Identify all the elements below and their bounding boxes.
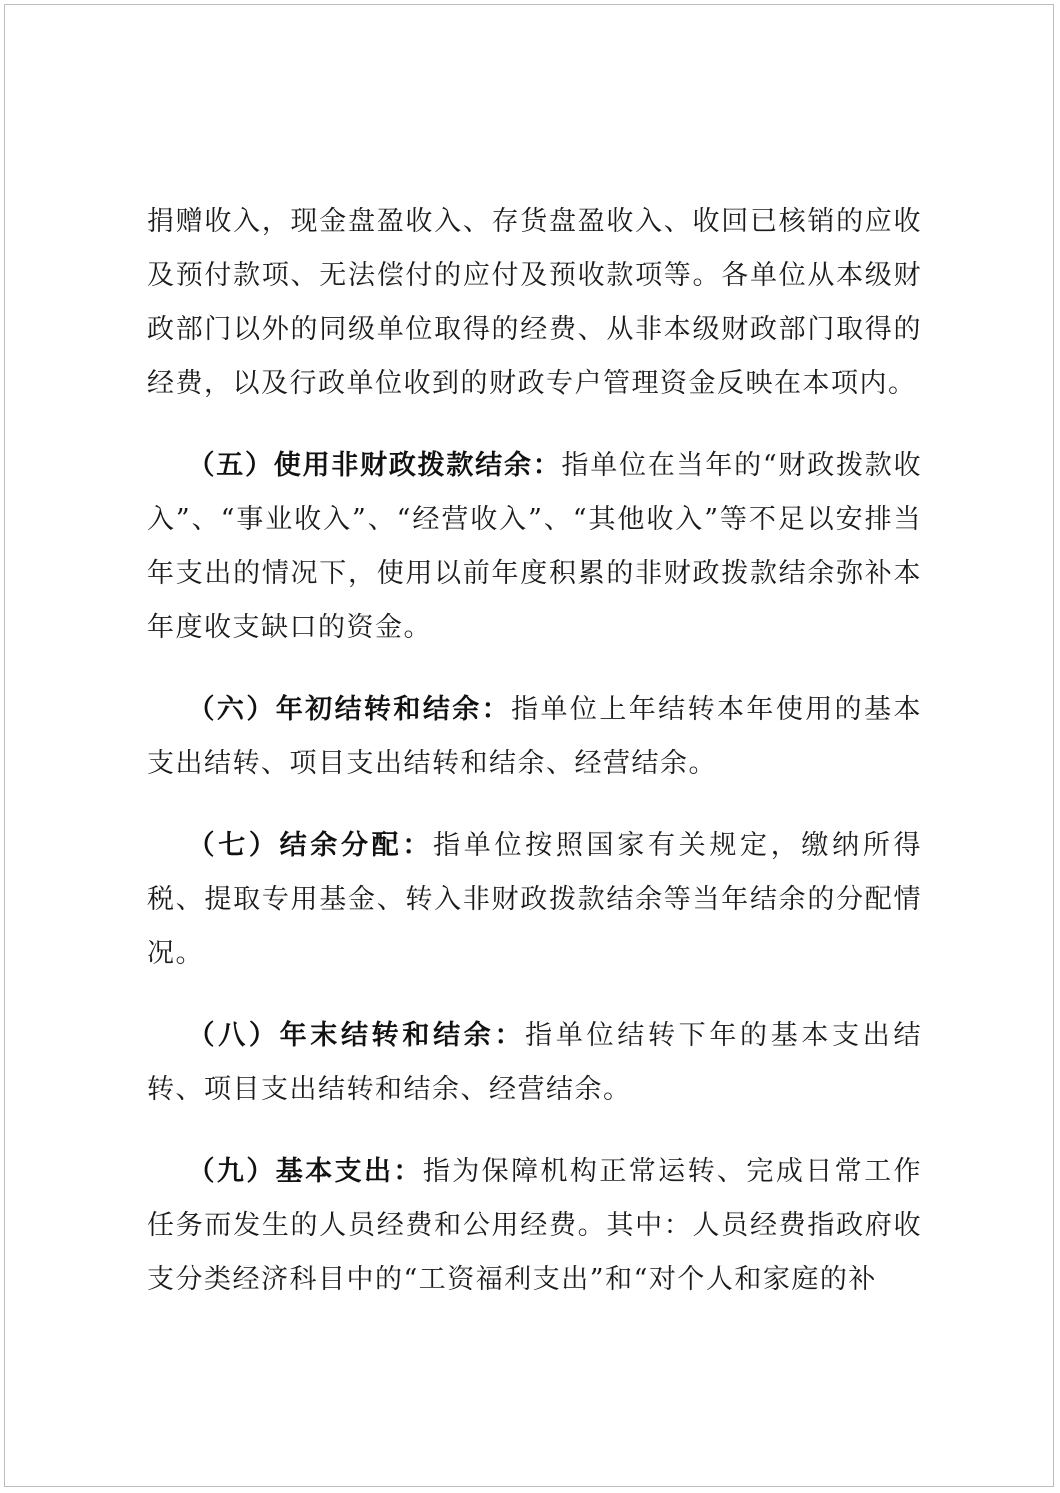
paragraph-text: 指单位按照国家有关规定，缴纳所得税、提取专用基金、转入非财政拨款结余等当年结余的分配情况。 [147, 830, 923, 969]
document-page [4, 4, 1054, 1487]
section-heading: （六）年初结转和结余： [187, 694, 512, 725]
paragraph-text: 指单位在当年的“财政拨款收入”、“事业收入”、“经营收入”、“其他收入”等不足以安排当年支出的情况下，使用以前年度积累的非财政拨款结余弥补本年度收支缺口的资金。 [147, 450, 922, 643]
document-body [147, 195, 922, 1307]
paragraph-section-7 [147, 819, 922, 981]
paragraph-section-6 [147, 683, 922, 791]
paragraph-text: 指为保障机构正常运转、完成日常工作任务而发生的人员经费和公用经费。其中：人员经费指政府收支分类经济科目中的“工资福利支出”和“对个人和家庭的补 [147, 1156, 923, 1295]
paragraph-text: 指单位结转下年的基本支出结转、项目支出结转和结余、经营结余。 [147, 1020, 923, 1105]
paragraph-section-5 [147, 439, 922, 655]
section-heading: （五）使用非财政拨款结余： [187, 450, 562, 481]
section-heading: （八）年末结转和结余： [187, 1020, 526, 1051]
paragraph-text: 指单位上年结转本年使用的基本支出结转、项目支出结转和结余、经营结余。 [147, 694, 923, 779]
paragraph-section-9 [147, 1145, 922, 1307]
paragraph-text: 捐赠收入，现金盘盈收入、存货盘盈收入、收回已核销的应收及预付款项、无法偿付的应付及预收款项等。各单位从本级财政部门以外的同级单位取得的经费、从非本级财政部门取得的经费，以及行政单位收到的财政专户管理资金反映在本项内。 [147, 206, 922, 399]
paragraph-section-8 [147, 1009, 922, 1117]
paragraph-continuation [147, 195, 922, 411]
section-heading: （七）结余分配： [187, 830, 434, 861]
section-heading: （九）基本支出： [187, 1156, 423, 1187]
